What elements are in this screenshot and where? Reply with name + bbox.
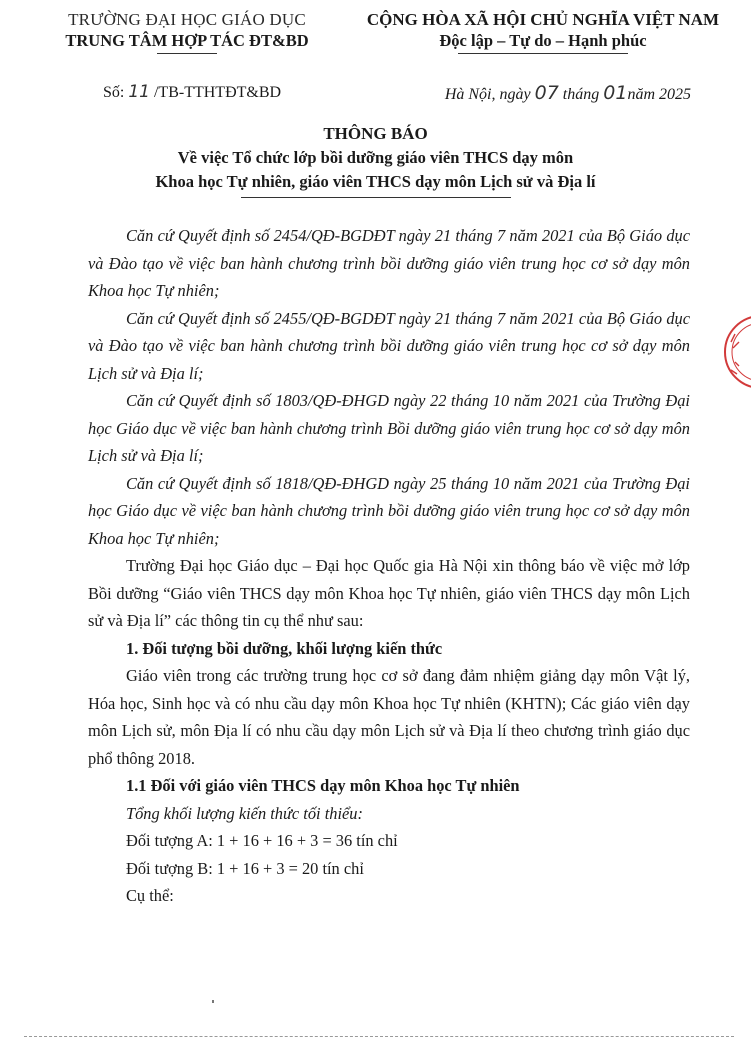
national-header [358,10,728,54]
intro-paragraph: Trường Đại học Giáo dục – Đại học Quốc gia Hà Nội xin thông báo về việc mở lớp Bồi dưỡng “Giáo viên THCS dạy môn Khoa học Tự nhiên, giáo viên THCS dạy môn Lịch sử và Địa lí” các thông tin cụ thể như sau: [88,556,690,630]
handwritten-day: 07 [534,82,559,104]
scan-speck [212,1000,214,1003]
legal-basis-1: Căn cứ Quyết định số 2454/QĐ-BGDĐT ngày 21 tháng 7 năm 2021 của Bộ Giáo dục và Đào tạo về việc ban hành chương trình bồi dưỡng giáo viên trung học cơ sở dạy môn Khoa học Tự nhiên; [88,226,690,300]
group-a-credits: Đối tượng A: 1 + 16 + 16 + 3 = 36 tín chỉ [126,831,398,850]
document-type-heading: THÔNG BÁO [323,124,428,143]
details-label: Cụ thể: [126,886,174,905]
date-month-label: tháng [558,86,604,103]
legal-basis-2: Căn cứ Quyết định số 2455/QĐ-BGDĐT ngày 21 tháng 7 năm 2021 của Bộ Giáo dục và Đào tạo về việc ban hành chương trình bồi dưỡng giáo viên trung học cơ sở dạy môn Lịch sử và Địa lí; [88,308,690,383]
section-1-heading: 1. Đối tượng bồi dưỡng, khối lượng kiến thức [126,638,443,658]
republic-name: CỘNG HÒA XÃ HỘI CHỦ NGHĨA VIỆT NAM [366,10,720,29]
issue-date [445,82,691,104]
subject-line-2: Khoa học Tự nhiên, giáo viên THCS dạy môn Lịch sử và Địa lí [155,172,596,191]
national-motto: Độc lập – Tự do – Hạnh phúc [439,31,647,50]
handwritten-month: 01 [603,82,628,104]
document-number [103,82,281,102]
document-body [88,222,690,910]
number-suffix: /TB-TTHTĐT&BD [149,84,282,101]
title-block [0,122,751,198]
red-seal-stamp [709,312,751,392]
legal-basis-4: Căn cứ Quyết định số 1818/QĐ-ĐHGD ngày 25 tháng 10 năm 2021 của Trường Đại học Giáo dục về việc ban hành chương trình bồi dưỡng giáo viên trung học cơ sở dạy môn Khoa học Tự nhiên; [88,473,690,548]
handwritten-number: 11 [128,82,150,102]
date-place: Hà Nội, ngày [444,86,535,103]
issuing-organization [52,10,322,54]
minimum-credits-label: Tổng khối lượng kiến thức tối thiểu: [126,803,363,823]
legal-basis-3: Căn cứ Quyết định số 1803/QĐ-ĐHGD ngày 22 tháng 10 năm 2021 của Trường Đại học Giáo dục về việc ban hành chương trình Bồi dưỡng giáo viên trung học cơ sở dạy môn Lịch sử và Địa lí; [88,391,690,465]
university-name: TRƯỜNG ĐẠI HỌC GIÁO DỤC [68,10,306,29]
subsection-1-1-heading: 1.1 Đối với giáo viên THCS dạy môn Khoa học Tự nhiên [126,776,520,795]
center-name: TRUNG TÂM HỢP TÁC ĐT&BD [65,31,309,50]
date-year: năm 2025 [627,86,691,103]
page-bottom-edge [24,1036,734,1037]
subject-line-1: Về việc Tổ chức lớp bồi dưỡng giáo viên THCS dạy môn [177,148,574,167]
number-prefix: Số: [103,84,129,101]
title-underline [241,197,511,198]
motto-underline [458,53,628,54]
section-1-body: Giáo viên trong các trường trung học cơ sở đang đảm nhiệm giảng dạy môn Vật lý, Hóa học, Sinh học và có nhu cầu dạy môn Khoa học Tự nhiên (KHTN); Các giáo viên dạy môn Lịch sử, môn Địa lí có nhu cầu dạy môn Lịch sử và Địa lí theo chương trình giáo dục phổ thông 2018. [88,666,690,768]
org-underline [157,53,217,54]
group-b-credits: Đối tượng B: 1 + 16 + 3 = 20 tín chỉ [126,858,364,878]
